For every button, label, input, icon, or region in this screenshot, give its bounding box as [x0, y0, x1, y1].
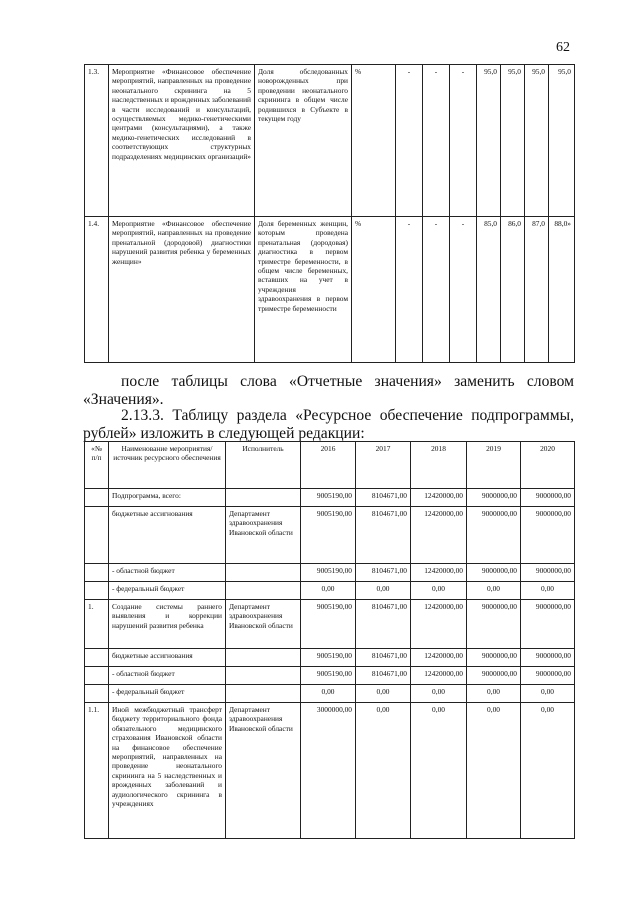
amount-cell: 9000000,00 — [467, 507, 521, 564]
amount-cell: 0,00 — [521, 685, 575, 703]
edit-paragraph — [83, 407, 574, 443]
amount-cell: 9005190,00 — [301, 667, 356, 685]
executor — [226, 564, 301, 582]
column-header: 2018 — [411, 442, 467, 489]
unit: % — [352, 217, 396, 363]
amount-cell: 9005190,00 — [301, 564, 356, 582]
amount-cell: 9000000,00 — [521, 489, 575, 507]
row-number — [85, 667, 109, 685]
amount-cell: 9000000,00 — [521, 507, 575, 564]
table-row — [85, 217, 575, 363]
amount-cell: 9000000,00 — [521, 667, 575, 685]
executor — [226, 582, 301, 600]
table-row — [85, 489, 575, 507]
amount-cell: 8104671,00 — [356, 507, 411, 564]
value-cell: - — [450, 217, 477, 363]
executor: Департамент здравоохранения Ивановской области — [226, 507, 301, 564]
resource-table — [84, 441, 575, 839]
table-row — [85, 685, 575, 703]
amount-cell: 12420000,00 — [411, 507, 467, 564]
paragraph-line: рублей» изложить в следующей редакции: — [83, 425, 365, 442]
executor — [226, 685, 301, 703]
replacement-paragraph — [83, 373, 574, 409]
amount-cell: 9000000,00 — [521, 564, 575, 582]
amount-cell: 8104671,00 — [356, 667, 411, 685]
source-name: Иной межбюджетный трансферт бюджету территориального фонда обязательного медицинского страхования Ивановской области на финансовое обеспечение мероприятий, направленных на проведение неонатального скрининга на 5 наследственных и врожденных заболеваний и аудиологического скрининга в учреждениях — [109, 703, 226, 839]
table-row — [85, 65, 575, 217]
amount-cell: 9005190,00 — [301, 649, 356, 667]
amount-cell: 12420000,00 — [411, 489, 467, 507]
value-cell: 85,0 — [477, 217, 501, 363]
amount-cell: 0,00 — [467, 582, 521, 600]
row-number: 1. — [85, 600, 109, 649]
table-row — [85, 667, 575, 685]
value-cell: - — [423, 217, 450, 363]
amount-cell: 8104671,00 — [356, 564, 411, 582]
amount-cell: 12420000,00 — [411, 564, 467, 582]
source-name: Подпрограмма, всего: — [109, 489, 226, 507]
event-name: Мероприятие «Финансовое обеспечение мероприятий, направленных на проведение неонатального скрининга на 5 наследственных и врожденных заболеваний в части исследований и консультаций, осуществляемых медико-генетическими центрами (консультациями), а также медико-генетических исследований в соответствующих структурных подразделениях медицинских организаций» — [109, 65, 255, 217]
amount-cell: 0,00 — [411, 685, 467, 703]
row-number: 1.4. — [85, 217, 109, 363]
page-number: 62 — [556, 40, 570, 55]
source-name: Создание системы раннего выявления и коррекции нарушений развития ребенка — [109, 600, 226, 649]
column-header: 2019 — [467, 442, 521, 489]
amount-cell: 0,00 — [356, 703, 411, 839]
row-number — [85, 685, 109, 703]
table-row — [85, 582, 575, 600]
table-row — [85, 507, 575, 564]
row-number — [85, 489, 109, 507]
value-cell: 86,0 — [501, 217, 525, 363]
value-cell: 95,0 — [501, 65, 525, 217]
row-number: 1.3. — [85, 65, 109, 217]
amount-cell: 9000000,00 — [467, 649, 521, 667]
paragraph-line: после таблицы слова «Отчетные значения» заменить словом — [121, 373, 574, 390]
column-header: 2017 — [356, 442, 411, 489]
amount-cell: 9000000,00 — [521, 649, 575, 667]
amount-cell: 0,00 — [467, 703, 521, 839]
amount-cell: 3000000,00 — [301, 703, 356, 839]
executor — [226, 667, 301, 685]
value-cell: - — [423, 65, 450, 217]
amount-cell: 9000000,00 — [521, 600, 575, 649]
column-header: 2020 — [521, 442, 575, 489]
table-row — [85, 703, 575, 839]
unit: % — [352, 65, 396, 217]
table-row — [85, 564, 575, 582]
column-header: Наименование мероприятия/источник ресурсного обеспечения — [109, 442, 226, 489]
indicator-name: Доля беременных женщин, которым проведена пренатальная (дородовая) диагностика в первом триместре беременности, в общем числе беременных, вставших на учет в учреждения здравоохранения в первом триместре беременности — [255, 217, 352, 363]
paragraph-line: 2.13.3. Таблицу раздела «Ресурсное обеспечение подпрограммы, — [121, 407, 574, 424]
column-header: 2016 — [301, 442, 356, 489]
amount-cell: 9000000,00 — [467, 667, 521, 685]
row-number — [85, 507, 109, 564]
source-name: бюджетные ассигнования — [109, 507, 226, 564]
amount-cell: 9000000,00 — [467, 564, 521, 582]
paragraph-line: «Значения». — [83, 391, 164, 408]
executor: Департамент здравоохранения Ивановской области — [226, 703, 301, 839]
executor — [226, 649, 301, 667]
amount-cell: 12420000,00 — [411, 600, 467, 649]
value-cell: 87,0 — [525, 217, 549, 363]
amount-cell: 8104671,00 — [356, 489, 411, 507]
amount-cell: 9000000,00 — [467, 489, 521, 507]
amount-cell: 12420000,00 — [411, 667, 467, 685]
source-name: - областной бюджет — [109, 667, 226, 685]
amount-cell: 0,00 — [411, 703, 467, 839]
source-name: - областной бюджет — [109, 564, 226, 582]
executor: Департамент здравоохранения Ивановской области — [226, 600, 301, 649]
amount-cell: 9005190,00 — [301, 489, 356, 507]
amount-cell: 9005190,00 — [301, 507, 356, 564]
row-number — [85, 564, 109, 582]
value-cell: - — [396, 217, 423, 363]
row-number: 1.1. — [85, 703, 109, 839]
executor — [226, 489, 301, 507]
table-row — [85, 649, 575, 667]
amount-cell: 0,00 — [467, 685, 521, 703]
amount-cell: 0,00 — [411, 582, 467, 600]
event-name: Мероприятие «Финансовое обеспечение мероприятий, направленных на проведение пренатальной (дородовой) диагностики нарушений развития ребенка у беременных женщин» — [109, 217, 255, 363]
row-number — [85, 582, 109, 600]
table-header-row — [85, 442, 575, 489]
source-name: - федеральный бюджет — [109, 582, 226, 600]
column-header: Исполнитель — [226, 442, 301, 489]
value-cell: 88,0» — [549, 217, 575, 363]
table-row — [85, 600, 575, 649]
indicators-table — [84, 64, 575, 363]
source-name: бюджетные ассигнования — [109, 649, 226, 667]
amount-cell: 0,00 — [521, 582, 575, 600]
amount-cell: 8104671,00 — [356, 600, 411, 649]
value-cell: 95,0 — [525, 65, 549, 217]
value-cell: 95,0 — [549, 65, 575, 217]
amount-cell: 0,00 — [301, 582, 356, 600]
row-number — [85, 649, 109, 667]
indicator-name: Доля обследованных новорожденных при проведении неонатального скрининга в общем числе родившихся в Субъекте в текущем году — [255, 65, 352, 217]
amount-cell: 9005190,00 — [301, 600, 356, 649]
amount-cell: 8104671,00 — [356, 649, 411, 667]
amount-cell: 0,00 — [356, 685, 411, 703]
amount-cell: 12420000,00 — [411, 649, 467, 667]
value-cell: - — [450, 65, 477, 217]
amount-cell: 9000000,00 — [467, 600, 521, 649]
amount-cell: 0,00 — [356, 582, 411, 600]
column-header: «№ п/п — [85, 442, 109, 489]
amount-cell: 0,00 — [301, 685, 356, 703]
source-name: - федеральный бюджет — [109, 685, 226, 703]
value-cell: 95,0 — [477, 65, 501, 217]
amount-cell: 0,00 — [521, 703, 575, 839]
value-cell: - — [396, 65, 423, 217]
